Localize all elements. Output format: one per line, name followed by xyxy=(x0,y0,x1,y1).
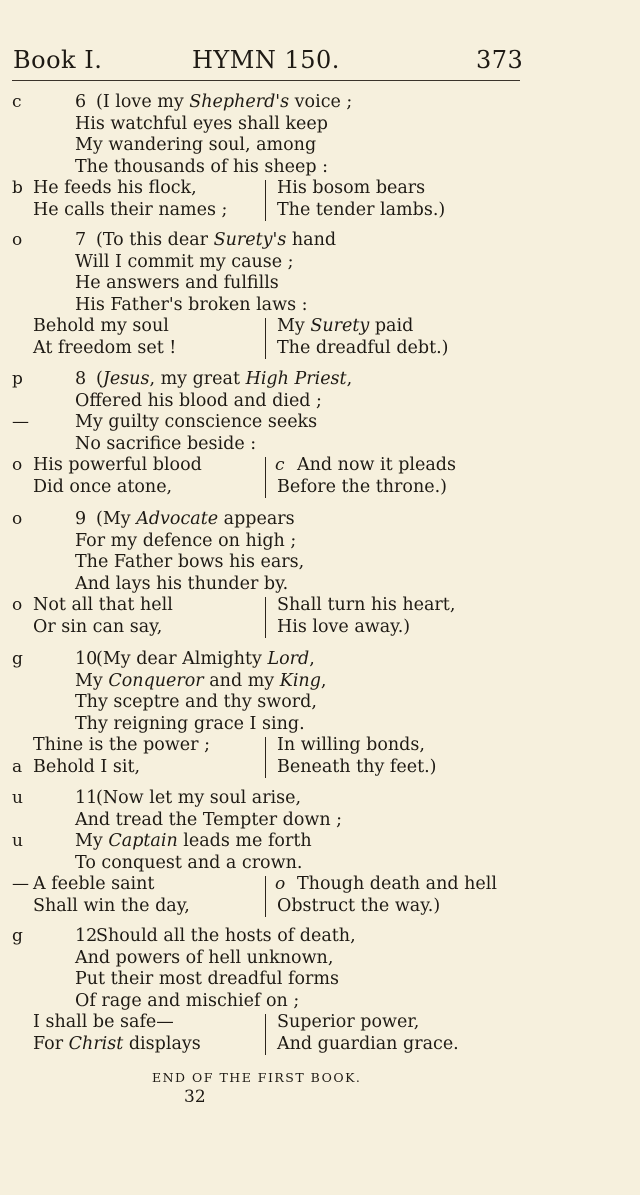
dynamic-mark: g xyxy=(12,926,23,946)
couplet-left: Not all that hell xyxy=(33,595,173,615)
couplet-divider xyxy=(265,737,266,778)
verse-number: 12 xyxy=(75,926,98,946)
verse-number: 8 xyxy=(75,369,87,389)
dynamic-mark: o xyxy=(12,509,23,529)
couplet-right: His love away.) xyxy=(277,616,411,637)
couplet-left: I shall be safe— xyxy=(33,1012,174,1032)
couplet-left: Did once atone, xyxy=(33,476,173,497)
couplet-right: And now it pleads xyxy=(297,455,456,475)
end-of-book-note: END OF THE FIRST BOOK. xyxy=(152,1070,362,1085)
verse-line: Thy reigning grace I sing. xyxy=(75,713,305,734)
verse-number: 7 xyxy=(75,230,87,250)
verse-line: Offered his blood and died ; xyxy=(75,390,322,411)
couplet-divider xyxy=(265,318,266,359)
couplet-left: Or sin can say, xyxy=(33,616,163,637)
couplet-right: Though death and hell xyxy=(297,874,497,894)
couplet-right: His bosom bears xyxy=(277,178,426,198)
couplet-right: And guardian grace. xyxy=(277,1033,459,1054)
couplet-right: The dreadful debt.) xyxy=(277,337,449,358)
couplet-divider xyxy=(265,876,266,917)
dynamic-mark: u xyxy=(12,831,23,851)
verse-line: (Jesus, my great High Priest, xyxy=(96,369,353,389)
couplet-right: In willing bonds, xyxy=(277,735,425,755)
verse-number: 11 xyxy=(75,788,98,808)
signature-mark: 32 xyxy=(184,1087,206,1107)
verse-line: Will I commit my cause ; xyxy=(75,251,294,272)
verse-line: To conquest and a crown. xyxy=(75,852,303,873)
couplet-divider xyxy=(265,1014,266,1055)
dynamic-mark: o xyxy=(12,455,23,475)
dynamic-mark: — xyxy=(12,874,29,894)
dynamic-mark: o xyxy=(12,230,23,250)
couplet-right: The tender lambs.) xyxy=(277,199,446,220)
verse-line: The Father bows his ears, xyxy=(75,552,305,572)
dynamic-mark: g xyxy=(12,649,23,669)
verse-line: My Captain leads me forth xyxy=(75,831,312,851)
verse-number: 6 xyxy=(75,92,87,112)
couplet-divider xyxy=(265,180,266,221)
couplet-left: Behold my soul xyxy=(33,316,169,336)
dynamic-mark: c xyxy=(12,92,22,112)
couplet-left: He feeds his flock, xyxy=(33,178,197,198)
dynamic-mark: o xyxy=(12,595,23,615)
verse-line: (My dear Almighty Lord, xyxy=(96,649,315,669)
verse-line: His Father's broken laws : xyxy=(75,294,308,315)
couplet-left: A feeble saint xyxy=(33,874,155,894)
dynamic-mark: o xyxy=(275,874,286,894)
header-rule xyxy=(12,80,520,81)
verse-line: And lays his thunder by. xyxy=(75,573,289,594)
couplet-right: My Surety paid xyxy=(277,316,414,336)
verse-line: My guilty conscience seeks xyxy=(75,412,318,432)
couplet-left: For Christ displays xyxy=(33,1033,201,1054)
page-number: 373 xyxy=(476,46,524,74)
verse-line: Should all the hosts of death, xyxy=(96,926,356,946)
verse-line: And tread the Tempter down ; xyxy=(75,809,343,830)
verse-number: 9 xyxy=(75,509,87,529)
couplet-left: He calls their names ; xyxy=(33,199,228,220)
couplet-divider xyxy=(265,457,266,498)
dynamic-mark: c xyxy=(275,455,285,475)
couplet-right: Shall turn his heart, xyxy=(277,595,456,615)
verse-line: His watchful eyes shall keep xyxy=(75,113,328,134)
running-head-book: Book I. xyxy=(13,46,103,74)
verse-line: Of rage and mischief on ; xyxy=(75,990,300,1011)
verse-line: Put their most dreadful forms xyxy=(75,969,339,989)
verse-line: My wandering soul, among xyxy=(75,135,317,155)
couplet-divider xyxy=(265,597,266,638)
dynamic-mark: a xyxy=(12,756,23,777)
verse-line: (My Advocate appears xyxy=(96,509,295,529)
couplet-left: Thine is the power ; xyxy=(33,735,210,755)
verse-line: (I love my Shepherd's voice ; xyxy=(96,92,353,112)
couplet-right: Obstruct the way.) xyxy=(277,895,441,916)
running-head-hymn: HYMN 150. xyxy=(192,46,340,74)
verse-line: My Conqueror and my King, xyxy=(75,670,327,691)
couplet-left: Shall win the day, xyxy=(33,895,190,916)
verse-line: No sacrifice beside : xyxy=(75,433,257,454)
dynamic-mark: b xyxy=(12,178,23,198)
dynamic-mark: p xyxy=(12,369,23,389)
verse-line: And powers of hell unknown, xyxy=(75,947,334,968)
verse-line: (Now let my soul arise, xyxy=(96,788,302,808)
couplet-left: At freedom set ! xyxy=(33,337,177,358)
couplet-right: Superior power, xyxy=(277,1012,420,1032)
verse-number: 10 xyxy=(75,649,98,669)
verse-line: The thousands of his sheep : xyxy=(75,156,329,177)
couplet-left: Behold I sit, xyxy=(33,756,141,777)
verse-line: For my defence on high ; xyxy=(75,530,297,551)
verse-line: (To this dear Surety's hand xyxy=(96,230,337,250)
dynamic-mark: — xyxy=(12,412,29,432)
verse-line: Thy sceptre and thy sword, xyxy=(75,692,317,712)
dynamic-mark: u xyxy=(12,788,23,808)
couplet-right: Beneath thy feet.) xyxy=(277,756,437,777)
couplet-right: Before the throne.) xyxy=(277,476,447,497)
couplet-left: His powerful blood xyxy=(33,455,202,475)
verse-line: He answers and fulfills xyxy=(75,273,279,293)
